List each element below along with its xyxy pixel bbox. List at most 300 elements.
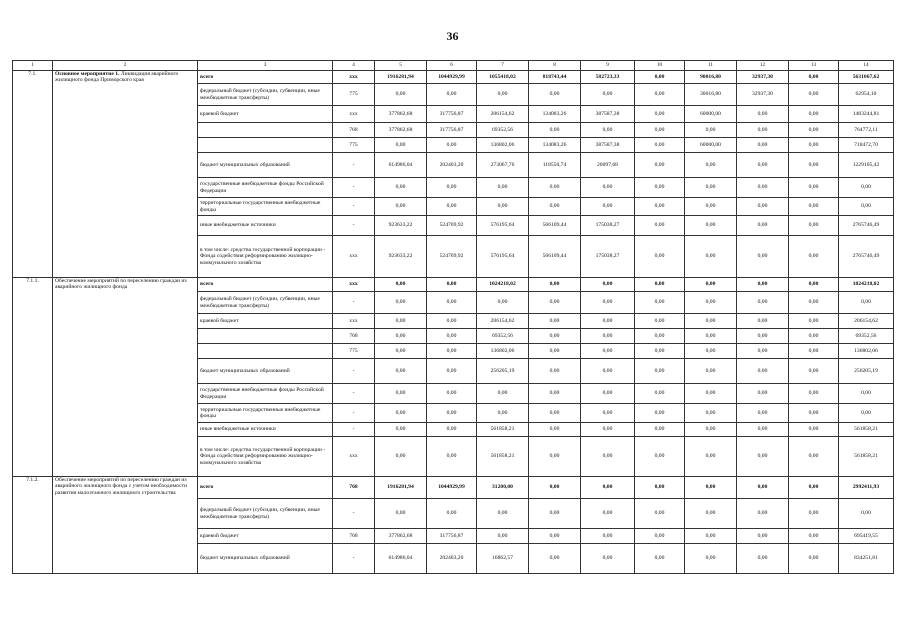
section-title-bold: Основное мероприятие 1. (55, 71, 120, 77)
source-label: краевой бюджет (198, 529, 333, 544)
value-cell: 60000,00 (685, 106, 737, 123)
value-cell: 2765746,49 (839, 216, 894, 236)
value-cell: 0,00 (375, 178, 427, 198)
value-cell: 0,00 (737, 292, 789, 314)
value-cell: 0,00 (685, 178, 737, 198)
column-number: 2 (53, 61, 198, 71)
value-cell: 818743,44 (529, 71, 581, 84)
section-total-row (13, 278, 894, 292)
value-cell: 0,00 (529, 499, 581, 529)
value-cell: 16862,57 (477, 544, 529, 574)
code-cell: - (333, 404, 375, 423)
code-cell: 775 (333, 138, 375, 153)
value-cell: 0,00 (375, 278, 427, 292)
column-number: 12 (737, 61, 789, 71)
value-cell: 0,00 (427, 178, 477, 198)
value-cell: 0,00 (581, 314, 635, 329)
value-cell: 576195,64 (477, 236, 529, 278)
value-cell: 0,00 (427, 292, 477, 314)
value-cell: 0,00 (737, 153, 789, 178)
column-number-header-row (13, 61, 894, 71)
column-number: 9 (581, 61, 635, 71)
source-label: в том числе: средства государственной корпорации - Фонда содействия реформированию жилищно-коммунального хозяйства (198, 236, 333, 278)
value-cell: 0,00 (635, 106, 685, 123)
source-label: краевой бюджет (198, 106, 333, 123)
value-cell: 206154,62 (839, 314, 894, 329)
value-cell: 0,00 (529, 477, 581, 499)
page-number: 36 (446, 29, 459, 43)
code-cell: xxx (333, 278, 375, 292)
value-cell: 0,00 (529, 404, 581, 423)
value-cell: 206154,62 (477, 106, 529, 123)
value-cell: 566109,44 (529, 236, 581, 278)
value-cell: 1024218,02 (477, 278, 529, 292)
value-cell: 0,00 (789, 384, 839, 404)
value-cell: 0,00 (529, 544, 581, 574)
value-cell: 0,00 (789, 544, 839, 574)
value-cell: 0,00 (737, 178, 789, 198)
value-cell: 0,00 (635, 292, 685, 314)
code-cell: 768 (333, 329, 375, 344)
code-cell: 768 (333, 123, 375, 138)
value-cell: 387587,38 (581, 138, 635, 153)
source-label: иные внебюджетные источники (198, 423, 333, 437)
value-cell: 0,00 (737, 384, 789, 404)
value-cell: 0,00 (789, 153, 839, 178)
value-cell: 718472,70 (839, 138, 894, 153)
source-label: бюджет муниципальных образований (198, 153, 333, 178)
value-cell: 0,00 (375, 499, 427, 529)
value-cell: 0,00 (685, 123, 737, 138)
value-cell: 0,00 (685, 329, 737, 344)
value-cell: 2765746,49 (839, 236, 894, 278)
value-cell: 202403,20 (427, 153, 477, 178)
value-cell: 0,00 (635, 123, 685, 138)
value-cell: 0,00 (789, 216, 839, 236)
value-cell: 0,00 (685, 216, 737, 236)
table-body (13, 61, 894, 574)
code-cell: xxx (333, 106, 375, 123)
column-number: 11 (685, 61, 737, 71)
column-number: 10 (635, 61, 685, 71)
value-cell: 0,00 (529, 314, 581, 329)
value-cell: 0,00 (789, 499, 839, 529)
value-cell: 0,00 (635, 71, 685, 84)
code-cell: - (333, 499, 375, 529)
source-label: всего (198, 477, 333, 499)
code-cell: xxx (333, 236, 375, 278)
value-cell: 0,00 (737, 278, 789, 292)
value-cell: 0,00 (375, 423, 427, 437)
value-cell: 0,00 (529, 344, 581, 359)
value-cell: 0,00 (375, 198, 427, 216)
value-cell: 0,00 (581, 529, 635, 544)
value-cell: 0,00 (477, 292, 529, 314)
source-label (198, 123, 333, 138)
value-cell: 69352,56 (477, 123, 529, 138)
value-cell: 0,00 (477, 499, 529, 529)
value-cell: 1916281,94 (375, 477, 427, 499)
source-label: федеральный бюджет (субсидии, субвенции, иные межбюджетные трансферты) (198, 292, 333, 314)
value-cell: 2992411,93 (839, 477, 894, 499)
value-cell: 175038,27 (581, 236, 635, 278)
value-cell: 0,00 (685, 384, 737, 404)
column-number: 1 (13, 61, 53, 71)
section-title: Обеспечение мероприятий по переселению граждан из аварийного жилищного фонда с учетом необходимости развития малоэтажного жилищного строительства (53, 477, 198, 574)
code-cell: - (333, 423, 375, 437)
source-label: федеральный бюджет (субсидии, субвенции, иные межбюджетные трансферты) (198, 84, 333, 106)
code-cell: - (333, 216, 375, 236)
source-label: в том числе: средства государственной корпорации - Фонда содействия реформированию жилищно-коммунального хозяйства (198, 437, 333, 477)
value-cell: 0,00 (737, 477, 789, 499)
value-cell: 923633,22 (375, 236, 427, 278)
column-number: 14 (839, 61, 894, 71)
value-cell: 614986,04 (375, 153, 427, 178)
value-cell: 0,00 (581, 178, 635, 198)
value-cell: 566109,44 (529, 216, 581, 236)
value-cell: 0,00 (685, 437, 737, 477)
value-cell: 0,00 (839, 198, 894, 216)
value-cell: 0,00 (477, 178, 529, 198)
value-cell: 0,00 (685, 153, 737, 178)
value-cell: 0,00 (737, 404, 789, 423)
value-cell: 377862,68 (375, 529, 427, 544)
value-cell: 0,00 (477, 198, 529, 216)
column-number: 3 (198, 61, 333, 71)
section-title-rest: Ликвидация аварийного жилищного фонда Приморского края (55, 71, 179, 84)
source-label: бюджет муниципальных образований (198, 359, 333, 384)
value-cell: 0,00 (685, 278, 737, 292)
code-cell: 768 (333, 477, 375, 499)
value-cell: 0,00 (427, 423, 477, 437)
value-cell: 0,00 (581, 437, 635, 477)
value-cell: 0,00 (635, 314, 685, 329)
value-cell: 136802,06 (477, 344, 529, 359)
value-cell: 0,00 (635, 499, 685, 529)
value-cell: 0,00 (581, 404, 635, 423)
value-cell: 0,00 (635, 344, 685, 359)
value-cell: 524769,92 (427, 216, 477, 236)
value-cell: 0,00 (839, 178, 894, 198)
value-cell: 0,00 (477, 529, 529, 544)
value-cell: 576195,64 (477, 216, 529, 236)
value-cell: 0,00 (581, 544, 635, 574)
source-label: федеральный бюджет (субсидии, субвенции, иные межбюджетные трансферты) (198, 499, 333, 529)
value-cell: 387587,38 (581, 106, 635, 123)
value-cell: 0,00 (839, 384, 894, 404)
value-cell: 134083,26 (529, 138, 581, 153)
value-cell: 834251,81 (839, 544, 894, 574)
value-cell: 377862,68 (375, 123, 427, 138)
value-cell: 62954,10 (839, 84, 894, 106)
value-cell: 1483244,81 (839, 106, 894, 123)
value-cell: 0,00 (635, 544, 685, 574)
value-cell: 0,00 (789, 292, 839, 314)
value-cell: 0,00 (581, 278, 635, 292)
value-cell: 1044929,99 (427, 477, 477, 499)
value-cell: 0,00 (685, 529, 737, 544)
value-cell: 0,00 (581, 499, 635, 529)
source-label: территориальные государственные внебюджетные фонды (198, 404, 333, 423)
source-label: государственные внебюджетные фонды Российской Федерации (198, 384, 333, 404)
value-cell: 0,00 (789, 359, 839, 384)
value-cell: 0,00 (839, 499, 894, 529)
value-cell: 0,00 (737, 499, 789, 529)
value-cell: 0,00 (375, 292, 427, 314)
code-cell: 768 (333, 529, 375, 544)
source-label: территориальные государственные внебюджетные фонды (198, 198, 333, 216)
value-cell: 317756,87 (427, 529, 477, 544)
source-label (198, 344, 333, 359)
value-cell: 0,00 (789, 278, 839, 292)
value-cell: 202403,20 (427, 544, 477, 574)
value-cell: 206154,62 (477, 314, 529, 329)
value-cell: 0,00 (581, 477, 635, 499)
value-cell: 32937,30 (737, 84, 789, 106)
value-cell: 0,00 (685, 544, 737, 574)
value-cell: 0,00 (529, 198, 581, 216)
value-cell: 0,00 (375, 84, 427, 106)
value-cell: 20097,68 (581, 153, 635, 178)
value-cell: 923633,22 (375, 216, 427, 236)
value-cell: 0,00 (737, 544, 789, 574)
value-cell: 0,00 (737, 359, 789, 384)
value-cell: 0,00 (581, 123, 635, 138)
value-cell: 31200,00 (477, 477, 529, 499)
value-cell: 1044929,99 (427, 71, 477, 84)
value-cell: 0,00 (581, 359, 635, 384)
value-cell: 0,00 (529, 329, 581, 344)
value-cell: 0,00 (789, 71, 839, 84)
value-cell: 0,00 (635, 437, 685, 477)
value-cell: 764772,11 (839, 123, 894, 138)
source-label (198, 138, 333, 153)
value-cell: 0,00 (685, 344, 737, 359)
value-cell: 32937,30 (737, 71, 789, 84)
value-cell: 0,00 (737, 106, 789, 123)
value-cell: 0,00 (529, 423, 581, 437)
value-cell: 0,00 (737, 138, 789, 153)
code-cell: - (333, 384, 375, 404)
code-cell: 775 (333, 84, 375, 106)
code-cell: xxx (333, 437, 375, 477)
value-cell: 695419,55 (839, 529, 894, 544)
value-cell: 0,00 (789, 344, 839, 359)
value-cell: 0,00 (477, 384, 529, 404)
value-cell: 377862,68 (375, 106, 427, 123)
source-label: всего (198, 278, 333, 292)
value-cell: 0,00 (375, 138, 427, 153)
value-cell: 0,00 (581, 384, 635, 404)
value-cell: 317756,87 (427, 123, 477, 138)
code-cell: - (333, 153, 375, 178)
value-cell: 30016,80 (685, 84, 737, 106)
value-cell: 0,00 (477, 84, 529, 106)
value-cell: 256205,19 (839, 359, 894, 384)
section-total-row (13, 71, 894, 84)
value-cell: 561858,21 (839, 437, 894, 477)
value-cell: 0,00 (789, 123, 839, 138)
value-cell: 0,00 (375, 359, 427, 384)
value-cell: 0,00 (737, 236, 789, 278)
section-number: 7.1. (13, 71, 53, 278)
value-cell: 0,00 (737, 529, 789, 544)
value-cell: 0,00 (685, 359, 737, 384)
value-cell: 614986,04 (375, 544, 427, 574)
value-cell: 0,00 (375, 329, 427, 344)
value-cell: 0,00 (685, 404, 737, 423)
value-cell: 0,00 (635, 178, 685, 198)
value-cell: 0,00 (685, 198, 737, 216)
value-cell: 317756,87 (427, 106, 477, 123)
value-cell: 0,00 (581, 329, 635, 344)
value-cell: 0,00 (789, 437, 839, 477)
value-cell: 0,00 (789, 84, 839, 106)
section-number: 7.1.1. (13, 278, 53, 477)
value-cell: 0,00 (529, 278, 581, 292)
value-cell: 1229105,42 (839, 153, 894, 178)
source-label: иные внебюджетные источники (198, 216, 333, 236)
value-cell: 69352,56 (477, 329, 529, 344)
value-cell: 0,00 (635, 84, 685, 106)
value-cell: 69352,56 (839, 329, 894, 344)
value-cell: 0,00 (685, 423, 737, 437)
code-cell: - (333, 178, 375, 198)
value-cell: 0,00 (685, 477, 737, 499)
value-cell: 0,00 (581, 423, 635, 437)
value-cell: 256205,19 (477, 359, 529, 384)
value-cell: 0,00 (737, 198, 789, 216)
value-cell: 0,00 (789, 314, 839, 329)
value-cell: 0,00 (635, 477, 685, 499)
value-cell: 0,00 (737, 314, 789, 329)
value-cell: 0,00 (685, 292, 737, 314)
value-cell: 0,00 (427, 344, 477, 359)
value-cell: 0,00 (529, 437, 581, 477)
code-cell: - (333, 359, 375, 384)
code-cell: xxx (333, 314, 375, 329)
value-cell: 0,00 (427, 314, 477, 329)
source-label: всего (198, 71, 333, 84)
value-cell: 0,00 (427, 437, 477, 477)
value-cell: 0,00 (789, 178, 839, 198)
value-cell: 0,00 (737, 123, 789, 138)
value-cell: 0,00 (581, 292, 635, 314)
value-cell: 0,00 (529, 384, 581, 404)
value-cell: 0,00 (427, 359, 477, 384)
value-cell: 561858,21 (477, 423, 529, 437)
value-cell: 0,00 (581, 84, 635, 106)
value-cell: 136802,06 (839, 344, 894, 359)
value-cell: 60000,00 (685, 138, 737, 153)
column-number: 6 (427, 61, 477, 71)
value-cell: 0,00 (635, 216, 685, 236)
value-cell: 0,00 (789, 236, 839, 278)
column-number: 5 (375, 61, 427, 71)
value-cell: 0,00 (427, 84, 477, 106)
value-cell: 0,00 (427, 499, 477, 529)
value-cell: 0,00 (427, 384, 477, 404)
value-cell: 0,00 (789, 106, 839, 123)
value-cell: 0,00 (529, 123, 581, 138)
value-cell: 0,00 (685, 499, 737, 529)
value-cell: 0,00 (635, 138, 685, 153)
value-cell: 0,00 (529, 359, 581, 384)
budget-table (12, 60, 894, 574)
value-cell: 0,00 (737, 423, 789, 437)
source-label: краевой бюджет (198, 314, 333, 329)
value-cell: 0,00 (789, 404, 839, 423)
value-cell: 1055418,02 (477, 71, 529, 84)
section-number: 7.1.2. (13, 477, 53, 574)
source-label: бюджет муниципальных образований (198, 544, 333, 574)
value-cell: 0,00 (635, 198, 685, 216)
value-cell: 0,00 (635, 236, 685, 278)
value-cell: 0,00 (789, 423, 839, 437)
value-cell: 0,00 (529, 178, 581, 198)
value-cell: 0,00 (635, 278, 685, 292)
value-cell: 273067,76 (477, 153, 529, 178)
value-cell: 0,00 (737, 216, 789, 236)
value-cell: 0,00 (375, 437, 427, 477)
value-cell: 0,00 (635, 329, 685, 344)
code-cell: - (333, 292, 375, 314)
source-label (198, 329, 333, 344)
value-cell: 0,00 (375, 384, 427, 404)
value-cell: 0,00 (581, 198, 635, 216)
value-cell: 0,00 (635, 384, 685, 404)
value-cell: 1024218,02 (839, 278, 894, 292)
value-cell: 0,00 (737, 344, 789, 359)
value-cell: 0,00 (427, 404, 477, 423)
column-number: 7 (477, 61, 529, 71)
value-cell: 0,00 (529, 84, 581, 106)
value-cell: 0,00 (789, 529, 839, 544)
value-cell: 0,00 (635, 404, 685, 423)
value-cell: 90016,80 (685, 71, 737, 84)
value-cell: 134083,26 (529, 106, 581, 123)
value-cell: 0,00 (737, 437, 789, 477)
value-cell: 0,00 (529, 529, 581, 544)
value-cell: 561858,21 (477, 437, 529, 477)
value-cell: 0,00 (581, 344, 635, 359)
value-cell: 0,00 (635, 153, 685, 178)
value-cell: 0,00 (789, 477, 839, 499)
value-cell: 0,00 (839, 292, 894, 314)
section-title: Обеспечение мероприятий по переселению граждан из аварийного жилищного фонда (53, 278, 198, 477)
value-cell: 0,00 (789, 198, 839, 216)
value-cell: 0,00 (839, 404, 894, 423)
code-cell: - (333, 198, 375, 216)
code-cell: xxx (333, 71, 375, 84)
value-cell: 0,00 (789, 329, 839, 344)
code-cell: 775 (333, 344, 375, 359)
value-cell: 0,00 (375, 344, 427, 359)
value-cell: 561858,21 (839, 423, 894, 437)
value-cell: 1916281,94 (375, 71, 427, 84)
source-label: государственные внебюджетные фонды Российской Федерации (198, 178, 333, 198)
value-cell: 0,00 (685, 314, 737, 329)
column-number: 4 (333, 61, 375, 71)
value-cell: 0,00 (737, 329, 789, 344)
value-cell: 118550,74 (529, 153, 581, 178)
value-cell: 0,00 (375, 404, 427, 423)
value-cell: 0,00 (529, 292, 581, 314)
value-cell: 0,00 (427, 329, 477, 344)
value-cell: 0,00 (635, 529, 685, 544)
value-cell: 0,00 (635, 423, 685, 437)
value-cell: 524769,92 (427, 236, 477, 278)
